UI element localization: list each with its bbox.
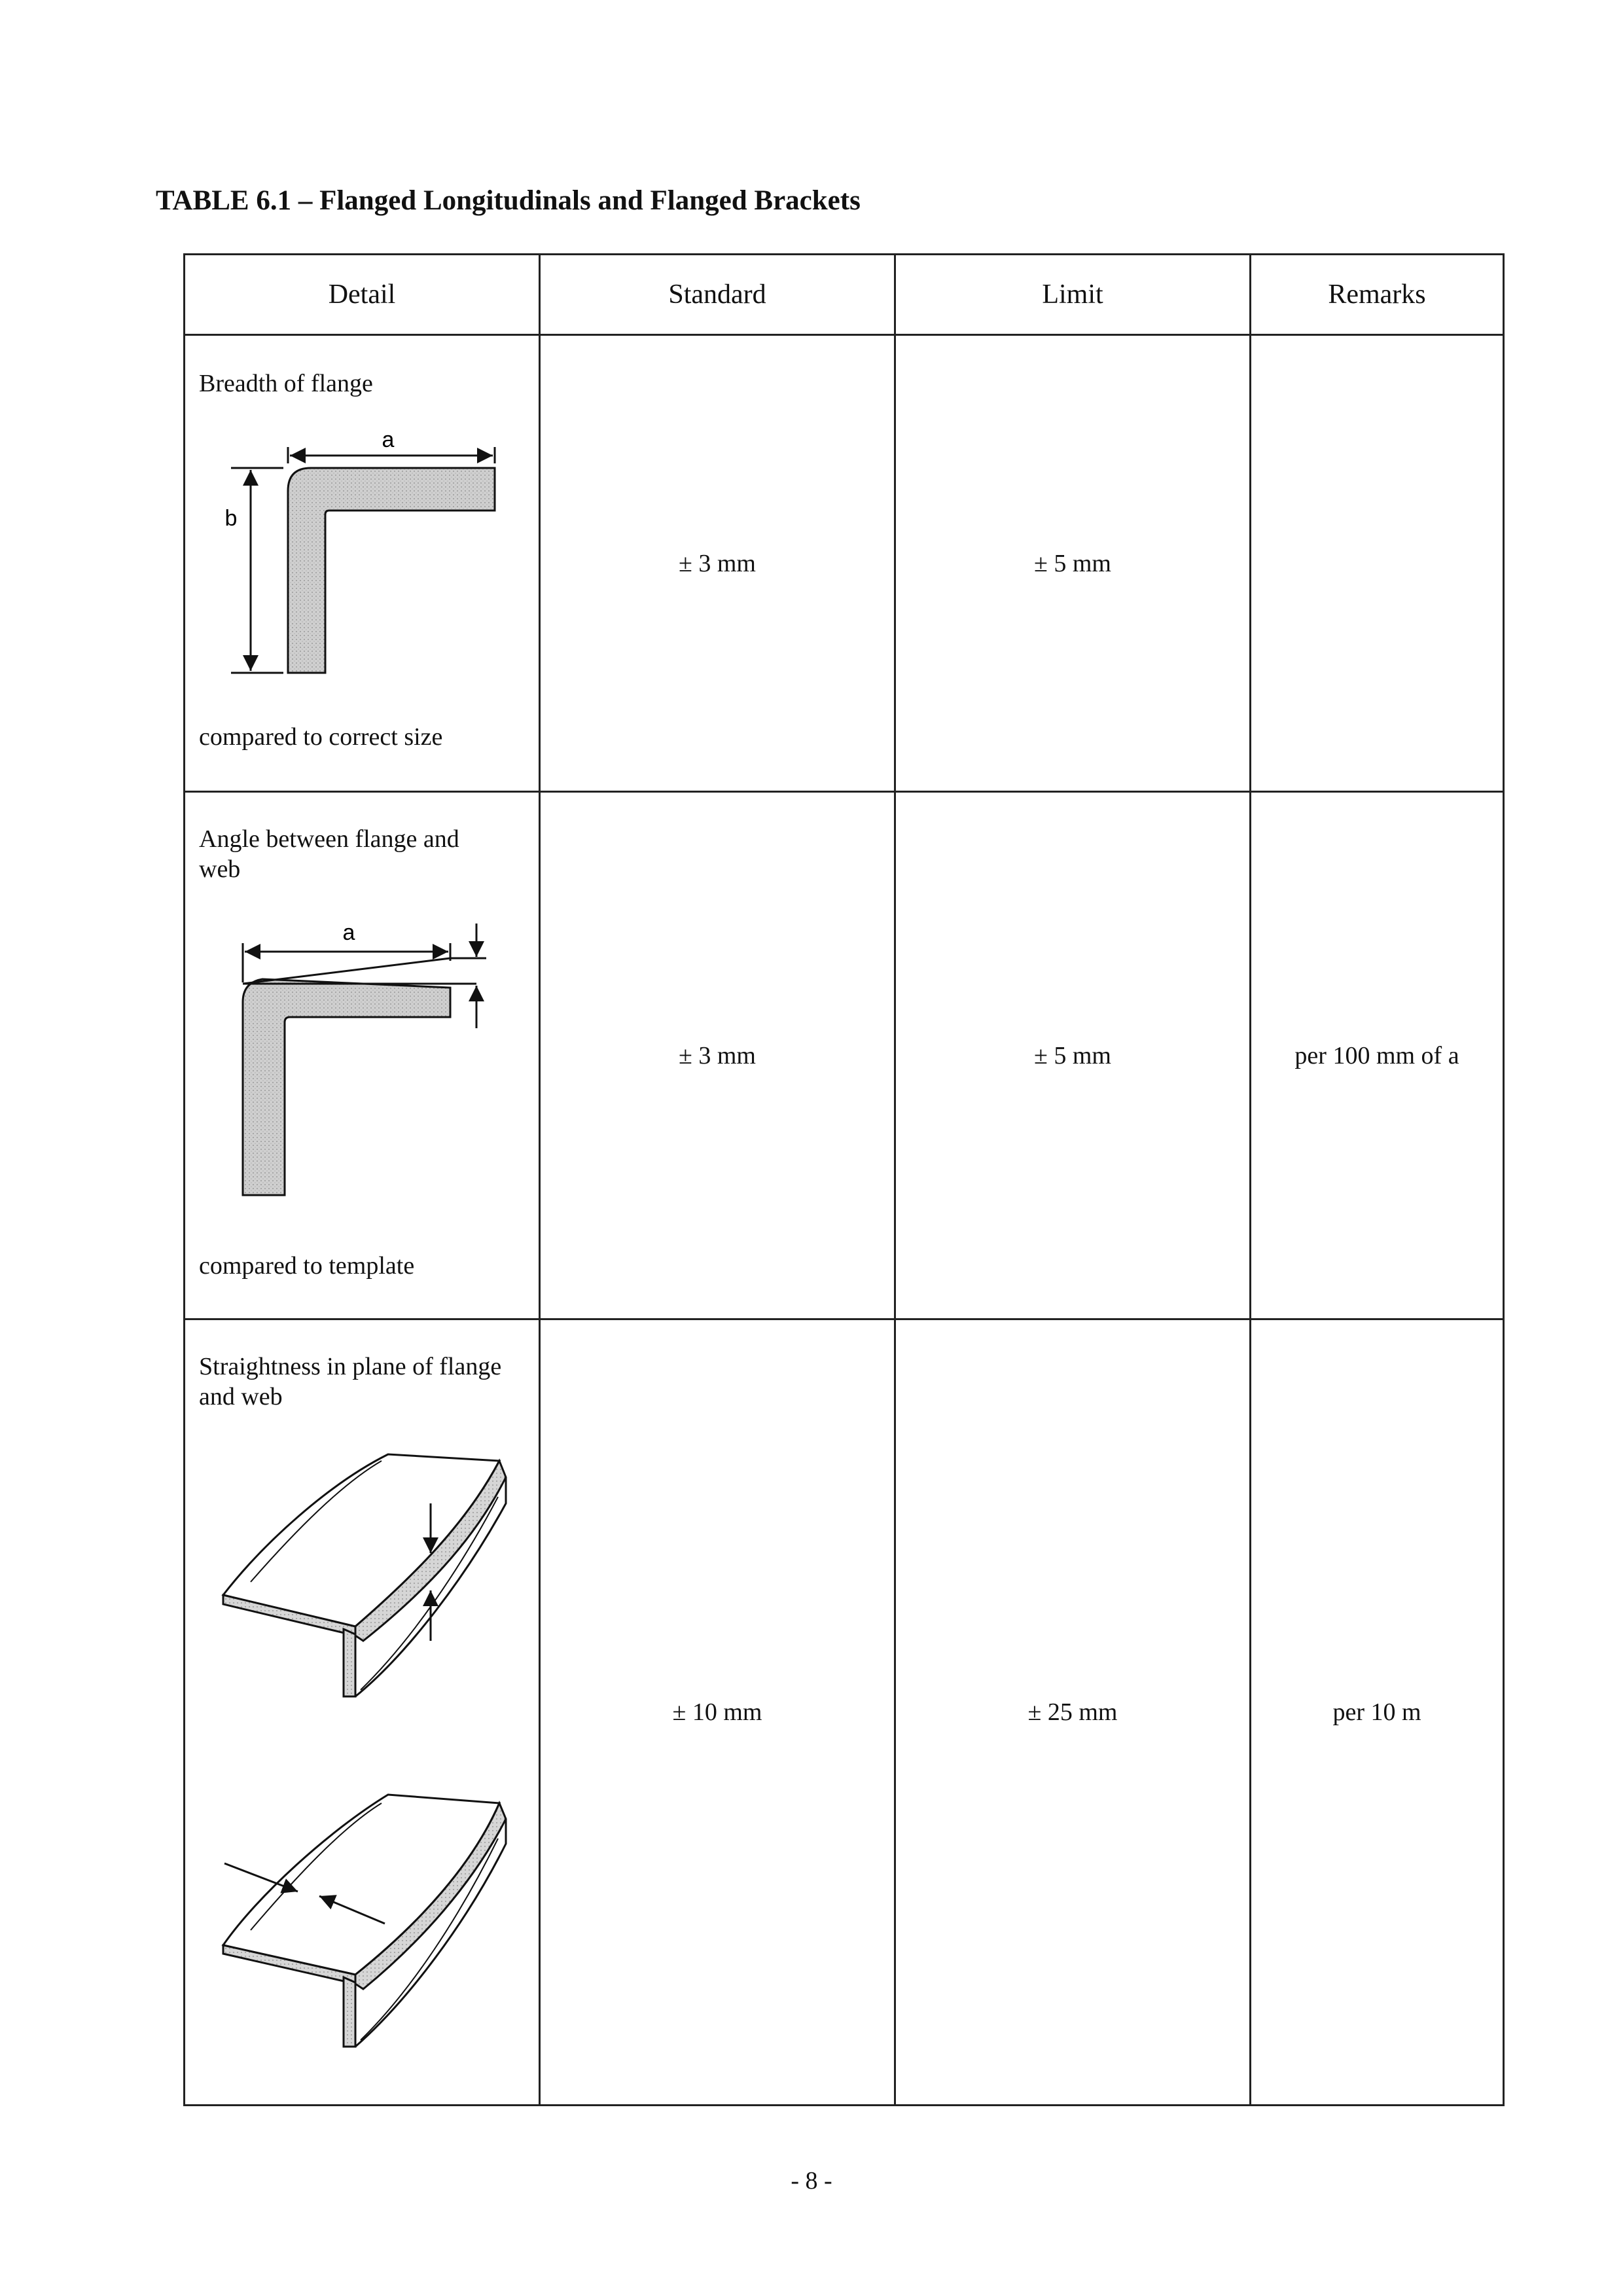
table-row [185,792,1504,1319]
detail-note: compared to template [199,1252,415,1280]
limit-cell: ± 25 mm [895,1319,1251,2106]
remarks-cell: per 10 m [1251,1319,1504,2106]
flange-breadth-diagram-web [185,552,541,683]
header-remarks: Remarks [1251,255,1504,335]
table-row [185,335,1504,792]
dim-label-a: a [382,431,395,452]
detail-cell-straightness [185,1319,540,2106]
detail-cell-breadth [185,335,540,792]
flange-angle-diagram [185,920,541,1234]
header-detail: Detail [185,255,540,335]
standard-cell: ± 3 mm [540,335,895,792]
detail-title: Straightness in plane of flange and web [199,1353,502,1410]
straightness-web-diagram [185,1778,541,2086]
dim-label-b: b [224,506,238,531]
detail-title: Breadth of flange [199,370,373,397]
standard-cell: ± 10 mm [540,1319,895,2106]
header-limit: Limit [895,255,1251,335]
header-standard: Standard [540,255,895,335]
straightness-flange-diagram [185,1444,541,1732]
detail-note: compared to correct size [199,723,443,751]
detail-cell-angle [185,792,540,1319]
page-number: - 8 - [791,2167,832,2195]
detail-title: Angle between flange and web [199,825,459,883]
limit-cell: ± 5 mm [895,792,1251,1319]
table-header-row [185,255,1504,335]
remarks-cell [1251,335,1504,792]
remarks-cell: per 100 mm of a [1251,792,1504,1319]
table-row [185,1319,1504,2106]
standard-cell: ± 3 mm [540,792,895,1319]
dim-label-a: a [342,920,355,945]
limit-cell: ± 5 mm [895,335,1251,792]
tolerance-table [183,253,1505,2106]
table-title: TABLE 6.1 – Flanged Longitudinals and Flanged Brackets [156,185,861,216]
